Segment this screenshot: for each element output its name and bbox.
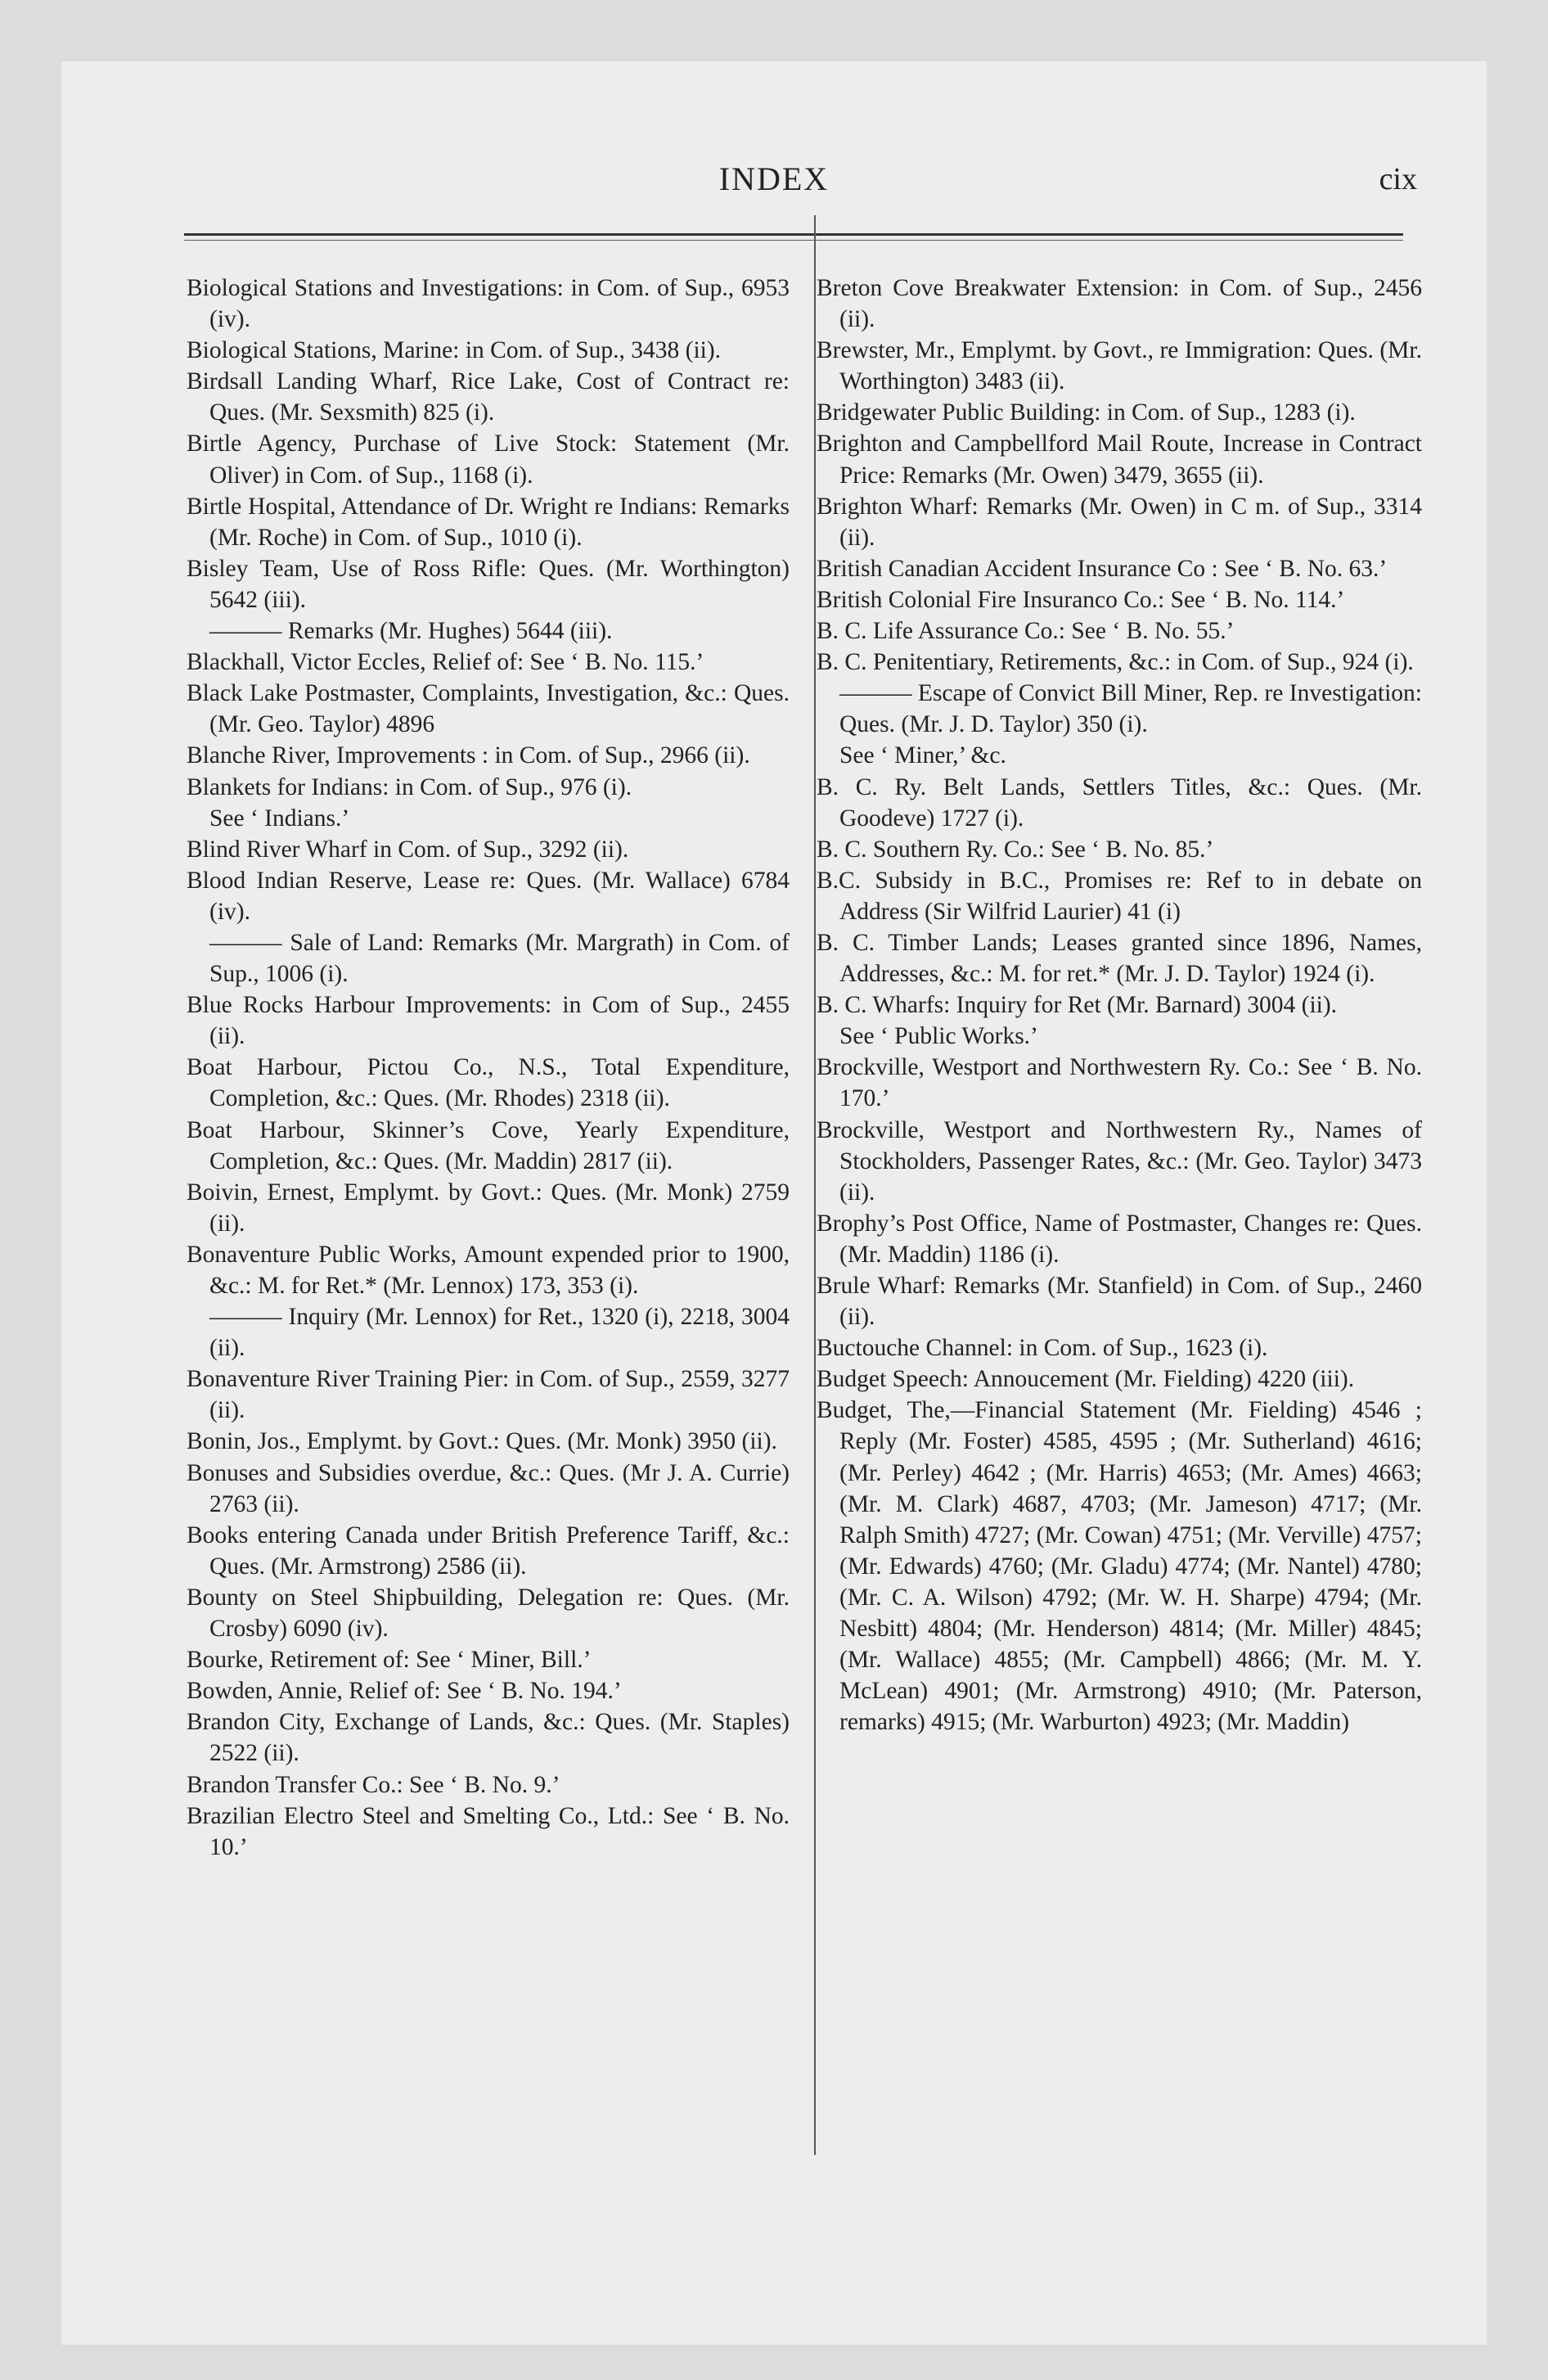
index-entry: B. C. Wharfs: Inquiry for Ret (Mr. Barnard) 3004 (ii).: [817, 992, 1338, 1019]
index-entry: B. C. Ry. Belt Lands, Settlers Titles, &c.: Ques. (Mr. Goodeve) 1727 (i).: [817, 773, 1422, 832]
index-entry: B. C. Timber Lands; Leases granted since 1896, Names, Addresses, &c.: M. for ret.* (Mr. J. D. Taylor) 1924 (i).: [817, 929, 1422, 988]
index-entry: Bonaventure River Training Pier: in Com. of Sup., 2559, 3277 (ii).: [187, 1366, 790, 1424]
index-entry: Bonin, Jos., Emplymt. by Govt.: Ques. (Mr. Monk) 3950 (ii).: [187, 1428, 777, 1455]
index-entry: Bridgewater Public Building: in Com. of Sup., 1283 (i).: [817, 399, 1356, 426]
index-entry: B. C. Southern Ry. Co.: See ‘ B. No. 85.’: [817, 836, 1214, 863]
index-entry: Birtle Hospital, Attendance of Dr. Wright re Indians: Remarks (Mr. Roche) in Com. of Sup., 1010 (i).: [187, 493, 790, 551]
index-entry: Bisley Team, Use of Ross Rifle: Ques. (Mr. Worthington) 5642 (iii).: [187, 555, 790, 613]
index-entry: B. C. Penitentiary, Retirements, &c.: in Com. of Sup., 924 (i).: [817, 649, 1414, 676]
index-entry: Brewster, Mr., Emplymt. by Govt., re Immigration: Ques. (Mr. Worthington) 3483 (ii).: [817, 337, 1422, 395]
index-entry: Brockville, Westport and Northwestern Ry., Names of Stockholders, Passenger Rates, &c.: (Mr. Geo. Taylor) 3473 (ii).: [817, 1116, 1422, 1206]
index-subentry: ——— Escape of Convict Bill Miner, Rep. re Investigation: Ques. (Mr. J. D. Taylor) 350 (i).: [839, 680, 1422, 738]
index-entry: British Colonial Fire Insuranco Co.: See ‘ B. No. 114.’: [817, 586, 1345, 613]
left-column: [187, 273, 790, 1863]
index-subentry: ——— Inquiry (Mr. Lennox) for Ret., 1320 (i), 2218, 3004 (ii).: [209, 1304, 790, 1362]
index-entry: Blue Rocks Harbour Improvements: in Com of Sup., 2455 (ii).: [187, 992, 790, 1050]
see-reference: See ‘ Indians.’: [209, 805, 350, 832]
index-entry: Bourke, Retirement of: See ‘ Miner, Bill.’: [187, 1647, 592, 1674]
index-entry: Bonaventure Public Works, Amount expended prior to 1900, &c.: M. for Ret.* (Mr. Lennox) 173, 353 (i).: [187, 1241, 790, 1299]
column-divider: [814, 215, 816, 2155]
index-entry: Blanche River, Improvements : in Com. of Sup., 2966 (ii).: [187, 742, 750, 769]
index-entry: Brophy’s Post Office, Name of Postmaster, Changes re: Ques. (Mr. Maddin) 1186 (i).: [817, 1210, 1422, 1268]
index-subentry: ——— Remarks (Mr. Hughes) 5644 (iii).: [209, 618, 613, 645]
index-entry: B.C. Subsidy in B.C., Promises re: Ref to in debate on Address (Sir Wilfrid Laurier) 41 (i): [817, 867, 1422, 925]
index-entry: Brazilian Electro Steel and Smelting Co., Ltd.: See ‘ B. No. 10.’: [187, 1802, 790, 1860]
index-entry: Boivin, Ernest, Emplymt. by Govt.: Ques. (Mr. Monk) 2759 (ii).: [187, 1179, 790, 1237]
index-entry: B. C. Life Assurance Co.: See ‘ B. No. 55.’: [817, 618, 1235, 645]
index-entry: Boat Harbour, Skinner’s Cove, Yearly Expenditure, Completion, &c.: Ques. (Mr. Maddin) 2817 (ii).: [187, 1116, 790, 1174]
index-entry: Bowden, Annie, Relief of: See ‘ B. No. 194.’: [187, 1678, 622, 1705]
index-entry: Brule Wharf: Remarks (Mr. Stanfield) in Com. of Sup., 2460 (ii).: [817, 1273, 1422, 1331]
index-entry: Budget, The,—Financial Statement (Mr. Fielding) 4546 ; Reply (Mr. Foster) 4585, 4595 ; (Mr. Sutherland) 4616; (Mr. Perley) 4642 ; (Mr. Harris) 4653; (Mr. Ames) 4663; (Mr. M. Clark) 4687, 4703; (Mr. Jameson) 4717; (Mr. Ralph Smith) 4727; (Mr. Cowan) 4751; (Mr. Verville) 4757; (Mr. Edwards) 4760; (Mr. Gladu) 4774; (Mr. Nantel) 4780; (Mr. C. A. Wilson) 4792; (Mr. W. H. Sharpe) 4794; (Mr. Nesbitt) 4804; (Mr. Henderson) 4814; (Mr. Miller) 4845; (Mr. Wallace) 4855; (Mr. Campbell) 4866; (Mr. M. Y. McLean) 4901; (Mr. Armstrong) 4910; (Mr. Paterson, remarks) 4915; (Mr. Warburton) 4923; (Mr. Maddin): [817, 1397, 1422, 1736]
index-entry: Boat Harbour, Pictou Co., N.S., Total Expenditure, Completion, &c.: Ques. (Mr. Rhodes) 2318 (ii).: [187, 1054, 790, 1112]
index-entry: Birdsall Landing Wharf, Rice Lake, Cost of Contract re: Ques. (Mr. Sexsmith) 825 (i).: [187, 368, 790, 426]
index-entry: Buctouche Channel: in Com. of Sup., 1623 (i).: [817, 1335, 1268, 1362]
page-number: cix: [1379, 162, 1417, 196]
index-entry: Books entering Canada under British Preference Tariff, &c.: Ques. (Mr. Armstrong) 2586 (ii).: [187, 1521, 790, 1580]
index-entry: Biological Stations, Marine: in Com. of Sup., 3438 (ii).: [187, 337, 722, 364]
index-entry: Brandon City, Exchange of Lands, &c.: Ques. (Mr. Staples) 2522 (ii).: [187, 1709, 790, 1767]
index-entry: Blankets for Indians: in Com. of Sup., 976 (i).: [187, 773, 632, 800]
index-entry: Breton Cove Breakwater Extension: in Com. of Sup., 2456 (ii).: [817, 275, 1422, 333]
index-entry: Blackhall, Victor Eccles, Relief of: See ‘ B. No. 115.’: [187, 649, 704, 676]
index-entry: Blood Indian Reserve, Lease re: Ques. (Mr. Wallace) 6784 (iv).: [187, 867, 790, 925]
index-page: [61, 61, 1487, 2345]
index-entry: Brighton and Campbellford Mail Route, Increase in Contract Price: Remarks (Mr. Owen) 3479, 3655 (ii).: [817, 430, 1422, 489]
index-entry: Brockville, Westport and Northwestern Ry. Co.: See ‘ B. No. 170.’: [817, 1054, 1422, 1112]
page-title: INDEX: [718, 160, 830, 197]
index-entry: Bounty on Steel Shipbuilding, Delegation re: Ques. (Mr. Crosby) 6090 (iv).: [187, 1584, 790, 1643]
index-subentry: ——— Sale of Land: Remarks (Mr. Margrath) in Com. of Sup., 1006 (i).: [209, 929, 790, 988]
see-reference: See ‘ Miner,’ &c.: [839, 742, 1006, 769]
see-reference: See ‘ Public Works.’: [839, 1023, 1038, 1050]
index-entry: Budget Speech: Annoucement (Mr. Fielding) 4220 (iii).: [817, 1366, 1355, 1393]
index-entry: Brandon Transfer Co.: See ‘ B. No. 9.’: [187, 1771, 560, 1798]
index-entry: Blind River Wharf in Com. of Sup., 3292 (ii).: [187, 836, 629, 863]
index-entry: Brighton Wharf: Remarks (Mr. Owen) in C m. of Sup., 3314 (ii).: [817, 493, 1422, 551]
index-entry: Birtle Agency, Purchase of Live Stock: Statement (Mr. Oliver) in Com. of Sup., 1168 (i).: [187, 430, 790, 489]
index-entry: Biological Stations and Investigations: in Com. of Sup., 6953 (iv).: [187, 275, 790, 333]
index-entry: Bonuses and Subsidies overdue, &c.: Ques. (Mr J. A. Currie) 2763 (ii).: [187, 1459, 790, 1517]
index-entry: British Canadian Accident Insurance Co : See ‘ B. No. 63.’: [817, 555, 1388, 582]
page-header: [61, 160, 1487, 209]
header-rule: [184, 233, 1403, 241]
index-entry: Black Lake Postmaster, Complaints, Investigation, &c.: Ques. (Mr. Geo. Taylor) 4896: [187, 680, 790, 738]
right-column: [817, 273, 1422, 1738]
